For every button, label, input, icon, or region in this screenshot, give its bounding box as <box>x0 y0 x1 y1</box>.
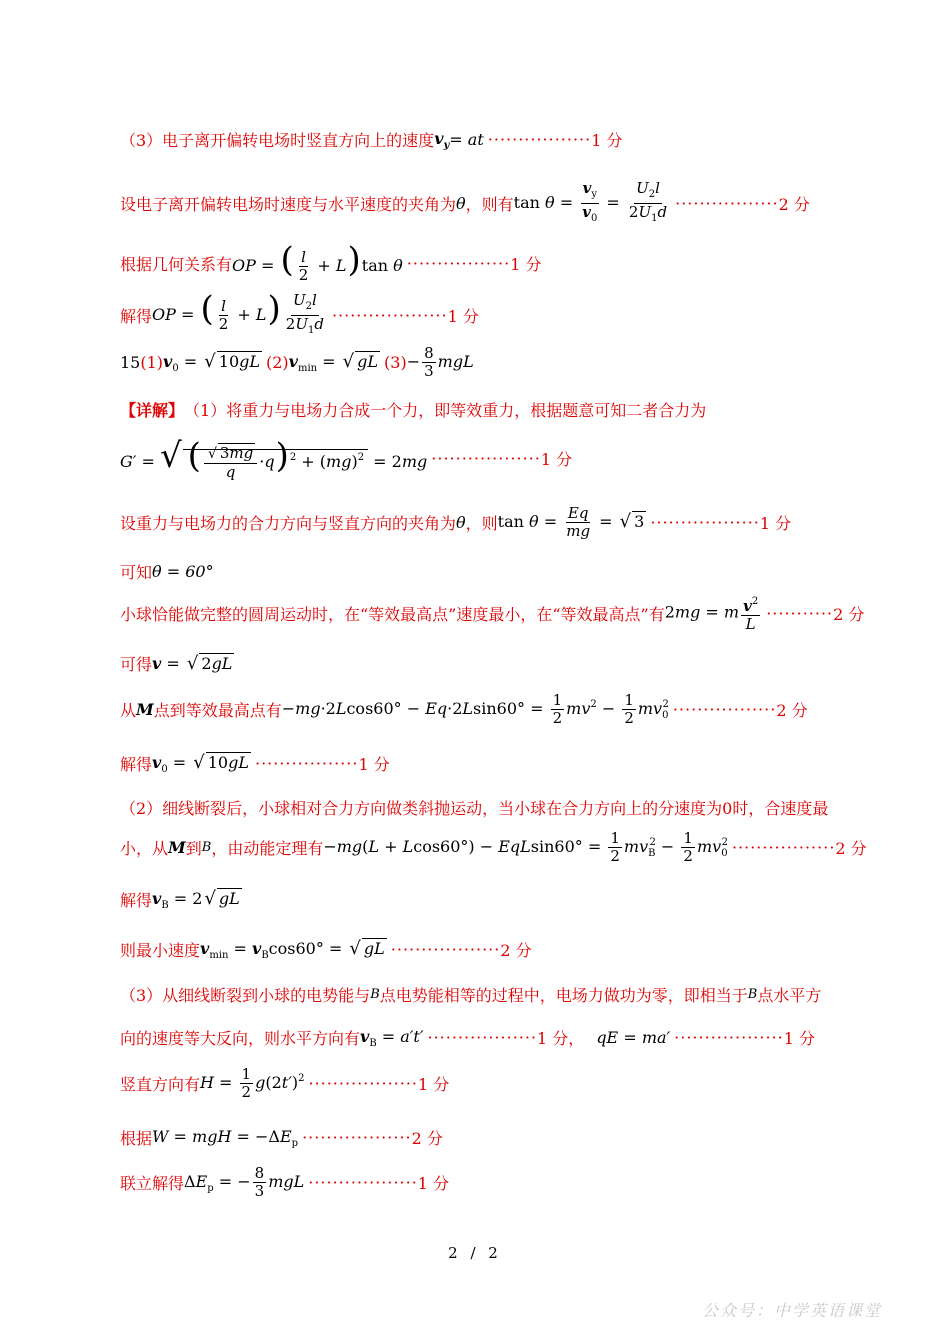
page-number: 2 / 2 <box>448 1244 502 1262</box>
equation: $v_0$ = √ 10gL <box>163 351 260 374</box>
line-22: 联立解得 $\Delta E_p$ = − $\frac{8}{3}$ mgL ·················· 1 分 <box>120 1164 450 1200</box>
equation: $v_B = 2$ √ gL <box>152 888 240 911</box>
equation: OP = ( $\frac{l}{2}$ + L)tan θ <box>232 240 403 284</box>
equation: −mg·2Lcos60° − Eq·2Lsin60° = $\frac{1}{2}$ $mv^2$ − $\frac{1}{2}$ $mv_0^2$ <box>281 691 669 727</box>
equation: −mg(L + Lcos60°) − EqLsin60° = $\frac{1}{2}$ $mv_B^2$ − $\frac{1}{2}$ $mv_0^2$ <box>323 829 728 865</box>
line-21: 根据 W = mgH = $-\Delta E_p$ ·················· 2 分 <box>120 1126 443 1149</box>
line-15: 小，从 M 到 B ，由动能定理有 −mg(L + Lcos60°) − EqLsin60° = $\frac{1}{2}$ $mv_B^2$ − $\frac{1}{2}$ $mv_0^2$ ················· 2 分 <box>120 829 867 865</box>
line-4: 解得 OP = ( $\frac{l}{2}$ + L) $\frac{U_2l}{2U_1d}$ ··················· 1 分 <box>120 292 479 339</box>
equation: qE = ma′ <box>596 1028 671 1047</box>
watermark: 公众号：中学英语课堂 <box>701 1301 882 1320</box>
equation: $v_{min} = v_B\cos 60^\circ$ = √ gL <box>200 938 385 961</box>
line-16: 解得 $v_B = 2$ √ gL <box>120 888 240 911</box>
line-17: 则最小速度 $v_{min} = v_B\cos 60^\circ$ = √ gL ·················· 2 分 <box>120 938 532 961</box>
equation: v = √ 2gL <box>152 653 233 674</box>
line-6: 【详解】 （1）将重力与电场力合成一个力，即等效重力，根据题意可知二者合力为 <box>120 401 707 420</box>
line-8: 设重力与电场力的合力方向与竖直方向的夹角为 θ ，则 tan θ = $\frac{Eq}{mg}$ = √ 3 ·················· 1 分 <box>120 504 792 540</box>
line-19: 向的速度等大反向，则水平方向有 $v_B = a't'$ ·················· 1 分， qE = ma′ ·················· 1 分 <box>120 1026 815 1049</box>
line-12: 从 M 点到等效最高点有 −mg·2Lcos60° − Eq·2Lsin60° = $\frac{1}{2}$ $mv^2$ − $\frac{1}{2}$ $mv_0^2$ ················· 2 分 <box>120 691 808 727</box>
math: $v_y$ <box>434 128 450 151</box>
equation: $v_{min}$ = √ gL <box>288 351 379 374</box>
equation: 2mg = m $\frac{v^2}{L}$ <box>665 593 762 633</box>
equation: $\Delta E_p$ = − $\frac{8}{3}$ mgL <box>184 1164 305 1200</box>
line-2: 设电子离开偏转电场时速度与水平速度的夹角为 θ ，则有 tan θ = $\frac{v_y}{v_0}$ = $\frac{U_2l}{2U_1d}$ ················· 2 分 <box>120 180 810 227</box>
line-10: 小球恰能做完整的圆周运动时，在“等效最高点”速度最小，在“等效最高点”有 2mg = m $\frac{v^2}{L}$ ··········· 2 分 <box>120 593 864 633</box>
line-1: （3）电子离开偏转电场时竖直方向上的速度 $v_y$ = at ················· 1 分 <box>120 128 623 151</box>
equation: H = $\frac{1}{2}$ $g(2t')^2$ <box>200 1065 305 1101</box>
equation: $v_B = a't'$ <box>360 1026 424 1049</box>
line-9: 可知 θ = 60° <box>120 562 214 582</box>
equation: W = mgH = $-\Delta E_p$ <box>152 1126 299 1149</box>
line-5: 15 (1) $v_0$ = √ 10gL (2) $v_{min}$ = √ gL (3) − $\frac{8}{3}$ mgL <box>120 344 474 380</box>
line-14: （2）细线断裂后，小球相对合力方向做类斜抛运动，当小球在合力方向上的分速度为0时，合速度最 <box>120 799 829 818</box>
equation: tan θ = $\frac{Eq}{mg}$ = √ 3 <box>497 504 645 540</box>
equation: − $\frac{8}{3}$ mgL <box>406 344 474 380</box>
equation: G′ = √ ( $\frac{√ 3mg}{q}$ ·q)$^2$ + (mg)$^2$ = 2mg <box>120 436 428 481</box>
line-11: 可得 v = √ 2gL <box>120 653 233 674</box>
equation: OP = ( $\frac{l}{2}$ + L) $\frac{U_2l}{2U_1d}$ <box>152 289 324 336</box>
line-3: 根据几何关系有 OP = ( $\frac{l}{2}$ + L)tan θ ················· 1 分 <box>120 240 542 284</box>
equation: $v_0$ = √ 10gL <box>152 752 249 775</box>
line-13: 解得 $v_0$ = √ 10gL ················· 1 分 <box>120 752 390 775</box>
line-20: 竖直方向有 H = $\frac{1}{2}$ $g(2t')^2$ ·················· 1 分 <box>120 1065 450 1101</box>
equation: tan θ = $\frac{v_y}{v_0}$ = $\frac{U_2l}{2U_1d}$ <box>513 179 668 224</box>
line-18: （3）从细线断裂到小球的电势能与 B 点电势能相等的过程中，电场力做功为零，即相当于 B 点水平方 <box>120 986 822 1005</box>
line-7: G′ = √ ( $\frac{√ 3mg}{q}$ ·q)$^2$ + (mg)$^2$ = 2mg ·················· 1 分 <box>120 436 573 481</box>
